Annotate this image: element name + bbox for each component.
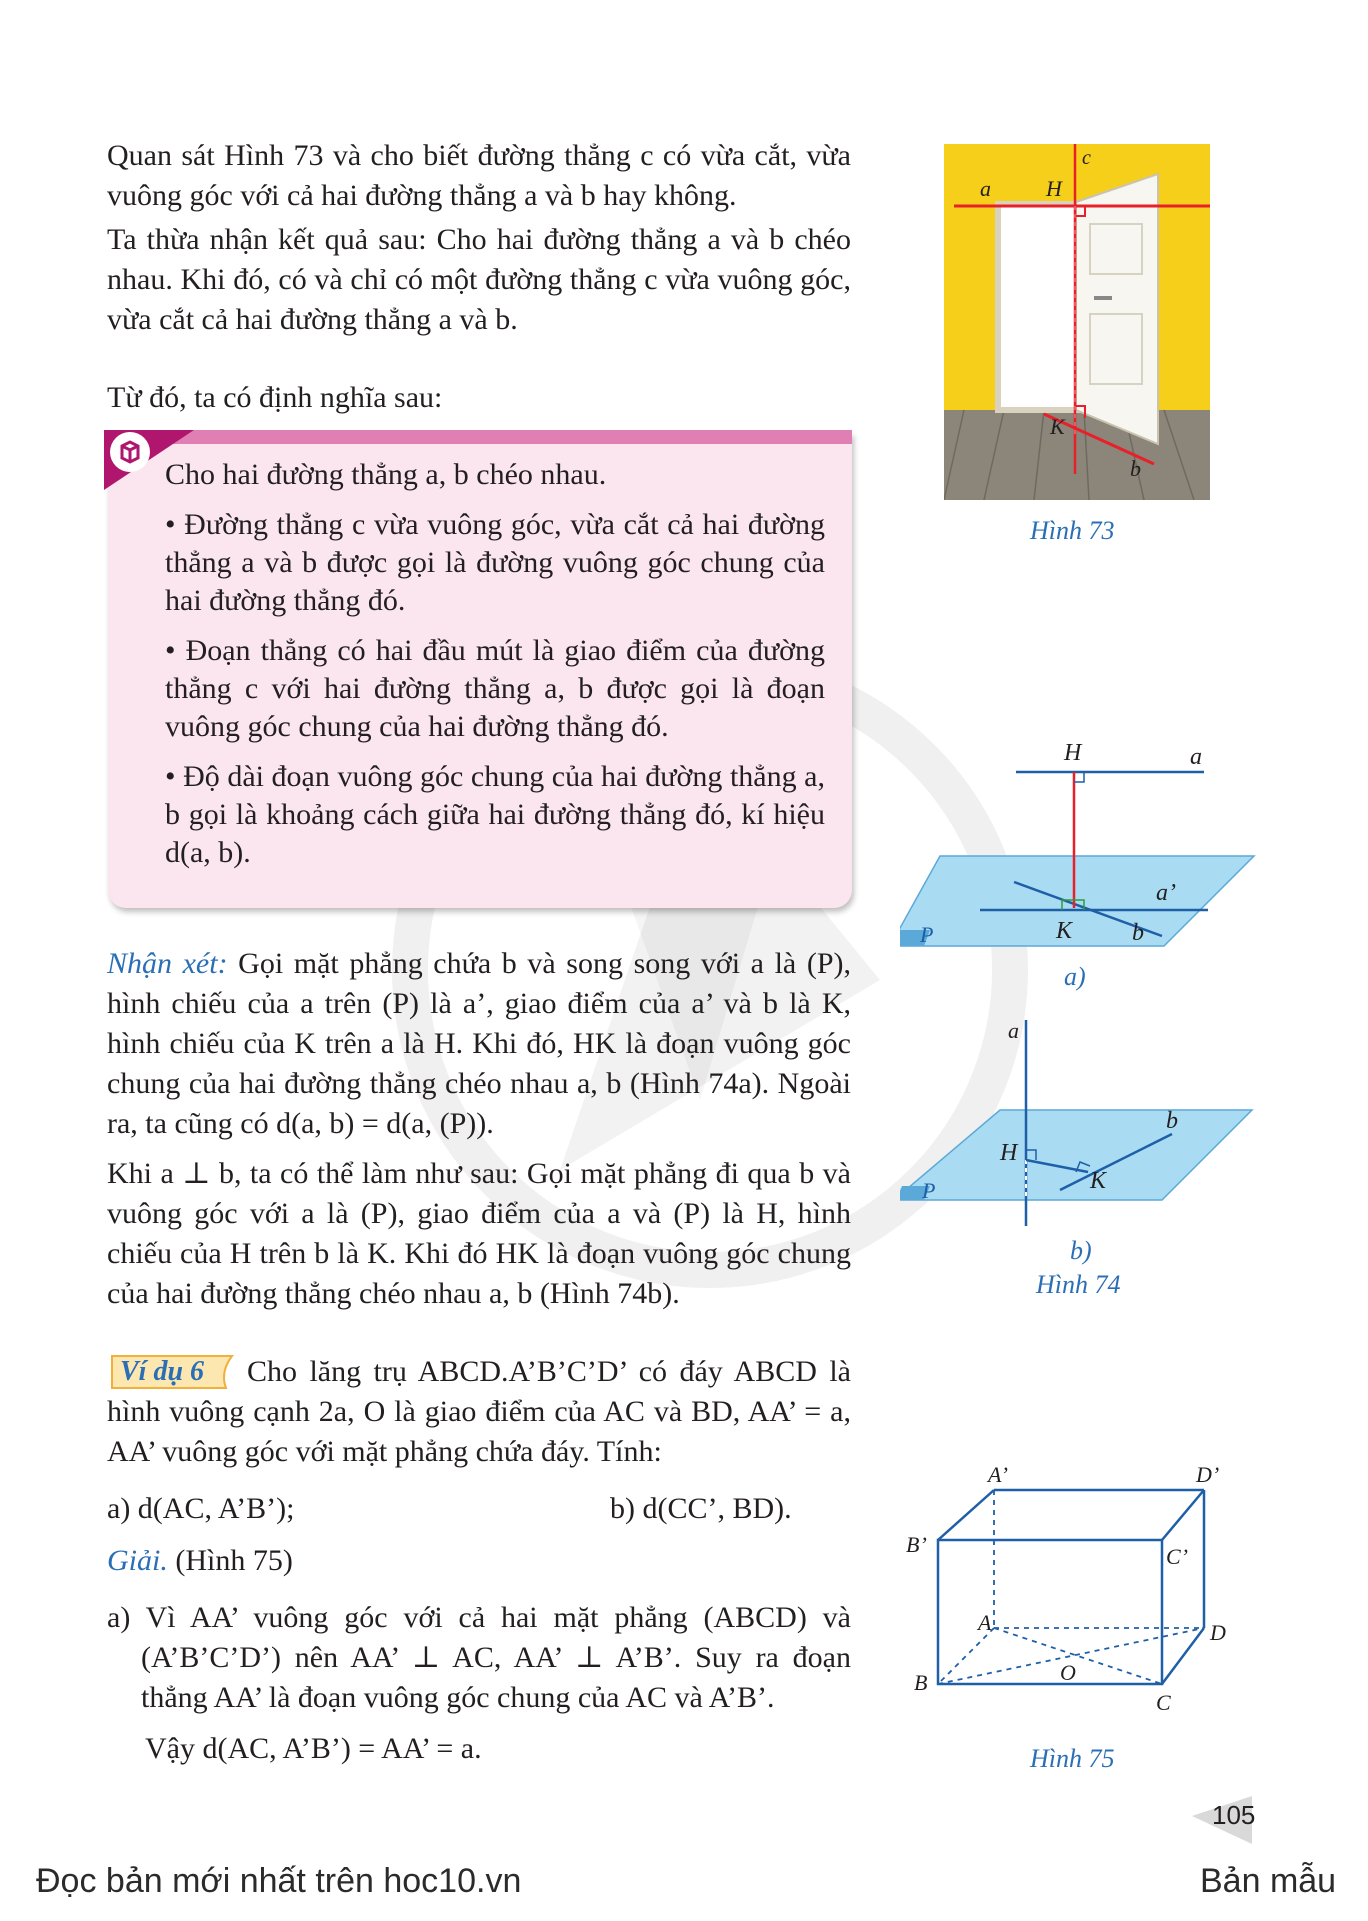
figure-74a-diagram xyxy=(900,740,1260,980)
remark-text: Gọi mặt phẳng chứa b và song song với a là (P), hình chiếu của a trên (P) là a’, giao điểm của a’ và b là K, hình chiếu của K trên a là H. Khi đó, HK là đoạn vuông góc chung của hai đường thẳng chéo nhau a, b (Hình 74a). Ngoài ra, ta cũng có d(a, b) = d(a, (P)). xyxy=(107,947,852,1140)
definition-bullet-1: • Đường thẳng c vừa vuông góc, vừa cắt cả hai đường thẳng a và b được gọi là đường vuông góc chung của hai đường thẳng đó. xyxy=(165,508,825,617)
fig75-label-D: D xyxy=(1210,1620,1226,1645)
intro-paragraph-1: Quan sát Hình 73 và cho biết đường thẳng c có vừa cắt, vừa vuông góc với cả hai đường thẳng a và b hay không. xyxy=(107,139,851,212)
figure-73-caption: Hình 73 xyxy=(1030,516,1115,545)
footer-sample-label: Bản mẫu xyxy=(1200,1862,1337,1900)
solution-label: Giải. xyxy=(107,1544,168,1577)
intro-paragraph-2: Ta thừa nhận kết quả sau: Cho hai đường thẳng a và b chéo nhau. Khi đó, có và chỉ có một đường thẳng c vừa vuông góc, vừa cắt cả hai đường thẳng a và b. xyxy=(107,223,851,336)
intro-text xyxy=(107,136,851,340)
figure-74b-diagram xyxy=(900,1010,1260,1240)
figure-74-caption: Hình 74 xyxy=(1036,1270,1121,1299)
definition-lead: Cho hai đường thẳng a, b chéo nhau. xyxy=(165,458,607,491)
solution-conclusion: Vậy d(AC, A’B’) = AA’ = a. xyxy=(145,1732,482,1765)
remark-text-2: Khi a ⊥ b, ta có thể làm như sau: Gọi mặt phẳng đi qua b và vuông góc với a là (P), giao điểm của a và (P) là H, hình chiếu của H trên b là K. Khi đó HK là đoạn vuông góc chung của hai đường thẳng chéo nhau a, b (Hình 74b). xyxy=(107,1157,851,1310)
fig75-label-A: A xyxy=(978,1610,992,1635)
definition-bullet-3: • Độ dài đoạn vuông góc chung của hai đường thẳng a, b gọi là khoảng cách giữa hai đường thẳng đó, kí hiệu d(a, b). xyxy=(165,760,825,869)
fig74b-label-H: H xyxy=(1000,1140,1018,1166)
figure-74b-caption: b) xyxy=(1070,1236,1092,1265)
fig75-label-D-prime: D’ xyxy=(1196,1462,1220,1487)
figure-75-prism xyxy=(900,1460,1260,1720)
fig75-label-A-prime: A’ xyxy=(988,1462,1008,1487)
fig74b-label-b: b xyxy=(1166,1108,1178,1134)
figure-75-caption: Hình 75 xyxy=(1030,1744,1115,1773)
fig75-label-O: O xyxy=(1060,1660,1076,1685)
example-text: Cho lăng trụ ABCD.A’B’C’D’ có đáy ABCD là hình vuông cạnh 2a, O là giao điểm của AC và BD, AA’ = a, AA’ vuông góc với mặt phẳng chứa đáy. Tính: xyxy=(107,1355,851,1468)
solution-ref: (Hình 75) xyxy=(167,1544,293,1577)
definition-header-bar xyxy=(108,430,852,444)
figure-74a-caption: a) xyxy=(1064,962,1086,991)
fig73-label-a: a xyxy=(980,176,991,201)
fig74a-label-a-prime: a’ xyxy=(1156,880,1176,906)
fig74a-label-a: a xyxy=(1190,744,1202,770)
footer-source-link[interactable]: Đọc bản mới nhất trên hoc10.vn xyxy=(36,1862,522,1900)
solution-heading xyxy=(107,1544,293,1578)
fig73-label-K: K xyxy=(1050,414,1065,439)
example-question-a: a) d(AC, A’B’); xyxy=(107,1492,295,1525)
fig74a-label-H: H xyxy=(1064,740,1082,766)
fig74b-label-a: a xyxy=(1008,1018,1019,1043)
figure-73-door-photo xyxy=(944,144,1210,500)
fig74a-label-P: P xyxy=(920,922,934,947)
fig75-label-C: C xyxy=(1156,1690,1171,1715)
fig73-label-c: c xyxy=(1082,147,1091,169)
solution-part-a: a) Vì AA’ vuông góc với cả hai mặt phẳng (ABCD) và (A’B’C’D’) nên AA’ ⊥ AC, AA’ ⊥ A’B’. Suy ra đoạn thẳng AA’ là đoạn vuông góc chung của AC và A’B’. xyxy=(107,1601,851,1714)
definition-bullet-2: • Đoạn thẳng có hai đầu mút là giao điểm của đường thẳng c với hai đường thẳng a, b được gọi là đoạn vuông góc chung của hai đường thẳng đó. xyxy=(165,634,825,743)
intro-paragraph-3: Từ đó, ta có định nghĩa sau: xyxy=(107,381,443,414)
fig75-label-C-prime: C’ xyxy=(1166,1544,1188,1569)
fig75-label-B-prime: B’ xyxy=(906,1532,927,1557)
fig74b-label-K: K xyxy=(1090,1168,1107,1194)
fig74a-label-b: b xyxy=(1132,920,1144,946)
fig74b-label-P: P xyxy=(922,1178,936,1203)
page-number: 105 xyxy=(1212,1800,1256,1830)
remark xyxy=(107,944,851,1314)
fig74a-label-K: K xyxy=(1056,918,1073,944)
remark-label: Nhận xét: xyxy=(107,947,228,980)
example-tag-label: Ví dụ 6 xyxy=(120,1356,205,1387)
example-question-b: b) d(CC’, BD). xyxy=(610,1492,792,1525)
fig73-label-b: b xyxy=(1130,456,1141,481)
fig73-label-H: H xyxy=(1046,176,1062,201)
fig75-label-B: B xyxy=(914,1670,928,1695)
definition-text xyxy=(165,456,825,884)
